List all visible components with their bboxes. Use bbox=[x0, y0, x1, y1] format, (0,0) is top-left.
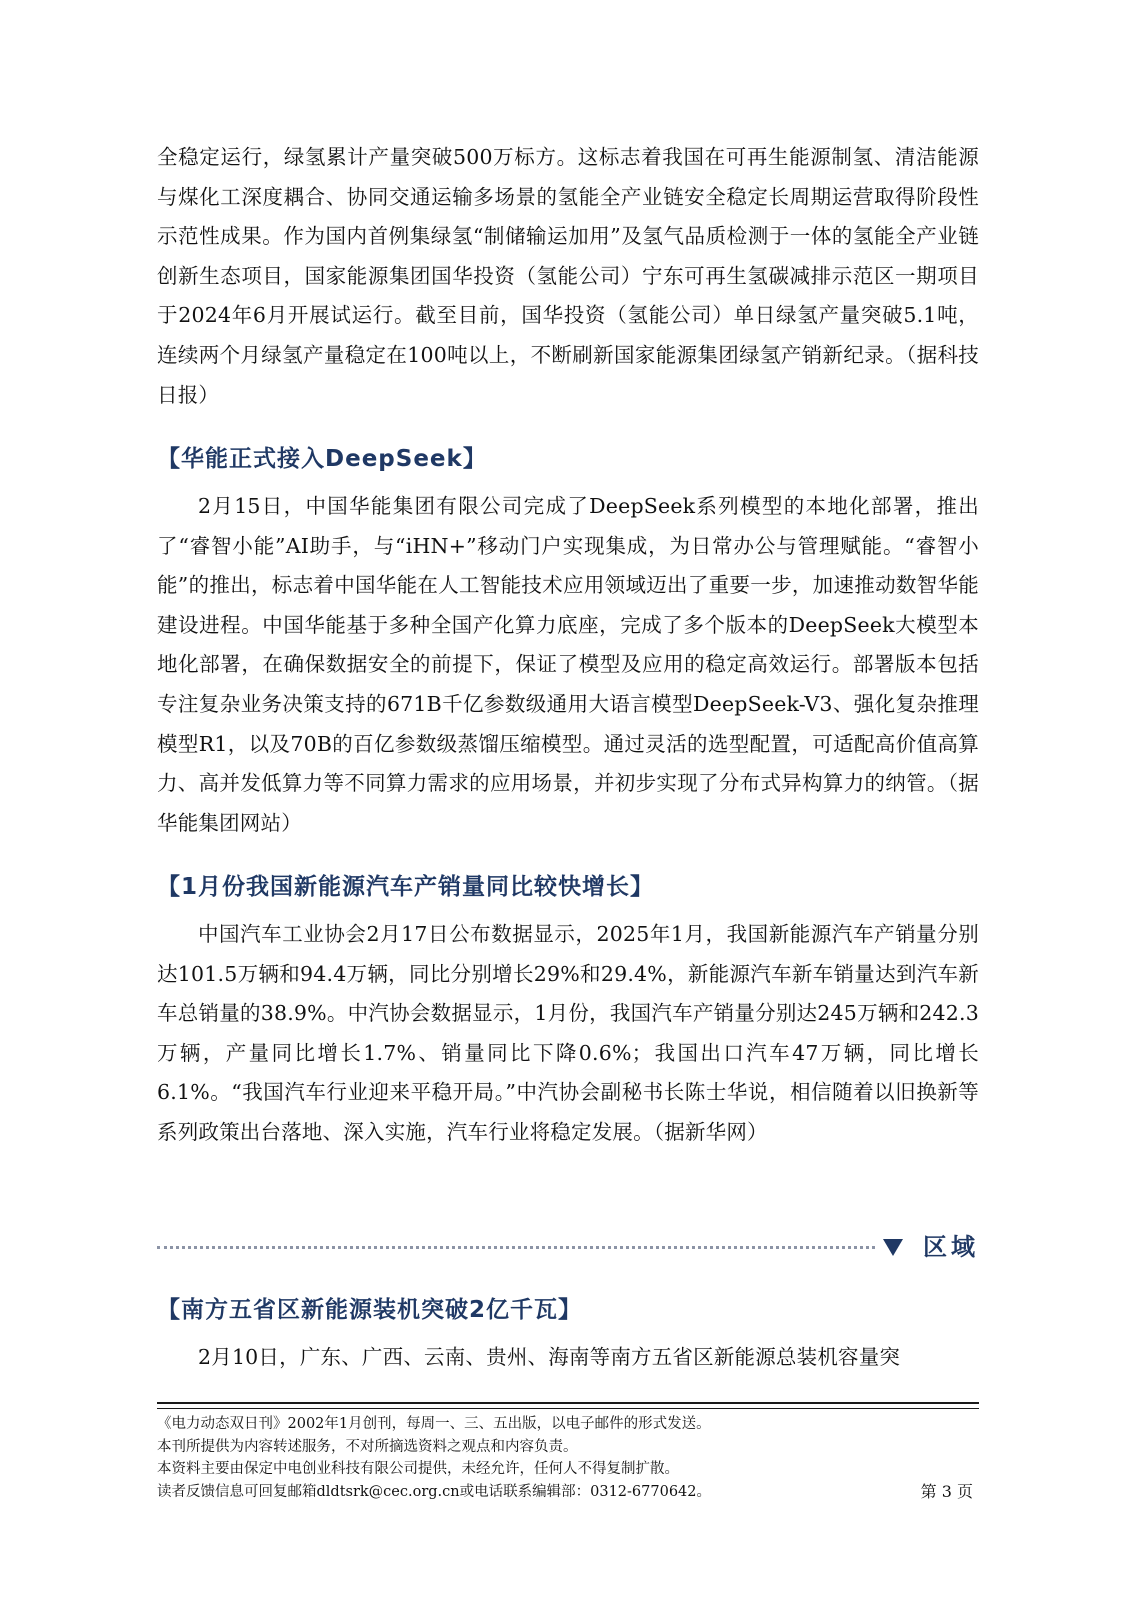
triangle-down-icon bbox=[883, 1239, 903, 1256]
footer-rule bbox=[157, 1402, 979, 1404]
dotted-rule bbox=[157, 1246, 875, 1249]
region-divider bbox=[157, 1230, 979, 1264]
article-paragraph: 2月15日，中国华能集团有限公司完成了DeepSeek系列模型的本地化部署，推出了“睿智小能”AI助手，与“iHN+”移动门户实现集成，为日常办公与管理赋能。“睿智小能”的推出，标志着中国华能在人工智能技术应用领域迈出了重要一步，加速推动数智华能建设进程。中国华能基于多种全国产化算力底座，完成了多个版本的DeepSeek大模型本地化部署，在确保数据安全的前提下，保证了模型及应用的稳定高效运行。部署版本包括专注复杂业务决策支持的671B千亿参数级通用大语言模型DeepSeek-V3、强化复杂推理模型R1，以及70B的百亿参数级蒸馏压缩模型。通过灵活的选型配置，可适配高价值高算力、高并发低算力等不同算力需求的应用场景，并初步实现了分布式异构算力的纳管。（据华能集团网站） bbox=[157, 494, 979, 835]
footer-line: 《电力动态双日刊》2002年1月创刊，每周一、三、五出版，以电子邮件的形式发送。 bbox=[157, 1416, 711, 1432]
footer-line: 读者反馈信息可回复邮箱dldtsrk@cec.org.cn或电话联系编辑部：0312-6770642。 bbox=[157, 1483, 712, 1500]
footer-line: 本资料主要由保定中电创业科技有限公司提供，未经允许，任何人不得复制扩散。 bbox=[157, 1461, 679, 1477]
footer-line: 本刊所提供为内容转述服务，不对所摘选资料之观点和内容负责。 bbox=[157, 1438, 578, 1455]
page-footer bbox=[157, 1413, 979, 1503]
article-body bbox=[157, 138, 979, 1192]
region-label: 区域 bbox=[923, 1233, 979, 1261]
article-heading: 【1月份我国新能源汽车产销量同比较快增长】 bbox=[157, 874, 655, 900]
article-body-continued bbox=[157, 1292, 979, 1378]
article-paragraph: 全稳定运行，绿氢累计产量突破500万标方。这标志着我国在可再生能源制氢、清洁能源与煤化工深度耦合、协同交通运输多场景的氢能全产业链安全稳定长周期运营取得阶段性示范性成果。作为国内首例集绿氢“制储输运加用”及氢气品质检测于一体的氢能全产业链创新生态项目，国家能源集团国华投资（氢能公司）宁东可再生氢碳减排示范区一期项目于2024年6月开展试运行。截至目前，国华投资（氢能公司）单日绿氢产量突破5.1吨，连续两个月绿氢产量稳定在100吨以上，不断刷新国家能源集团绿氢产销新纪录。（据科技日报） bbox=[157, 145, 979, 407]
article-heading: 【华能正式接入DeepSeek】 bbox=[157, 446, 487, 472]
page-number: 第 3 页 bbox=[920, 1481, 973, 1501]
footer-rule-thin bbox=[157, 1408, 979, 1409]
article-paragraph: 2月10日，广东、广西、云南、贵州、海南等南方五省区新能源总装机容量突 bbox=[198, 1345, 901, 1369]
article-paragraph: 中国汽车工业协会2月17日公布数据显示，2025年1月，我国新能源汽车产销量分别达101.5万辆和94.4万辆，同比分别增长29%和29.4%，新能源汽车新车销量达到汽车新车总销量的38.9%。中汽协会数据显示，1月份，我国汽车产销量分别达245万辆和242.3万辆，产量同比增长1.7%、销量同比下降0.6%；我国出口汽车47万辆，同比增长6.1%。“我国汽车行业迎来平稳开局。”中汽协会副秘书长陈士华说，相信随着以旧换新等系列政策出台落地、深入实施，汽车行业将稳定发展。（据新华网） bbox=[157, 922, 979, 1144]
article-heading: 【南方五省区新能源装机突破2亿千瓦】 bbox=[157, 1297, 583, 1323]
footer-contact-row bbox=[157, 1481, 979, 1504]
